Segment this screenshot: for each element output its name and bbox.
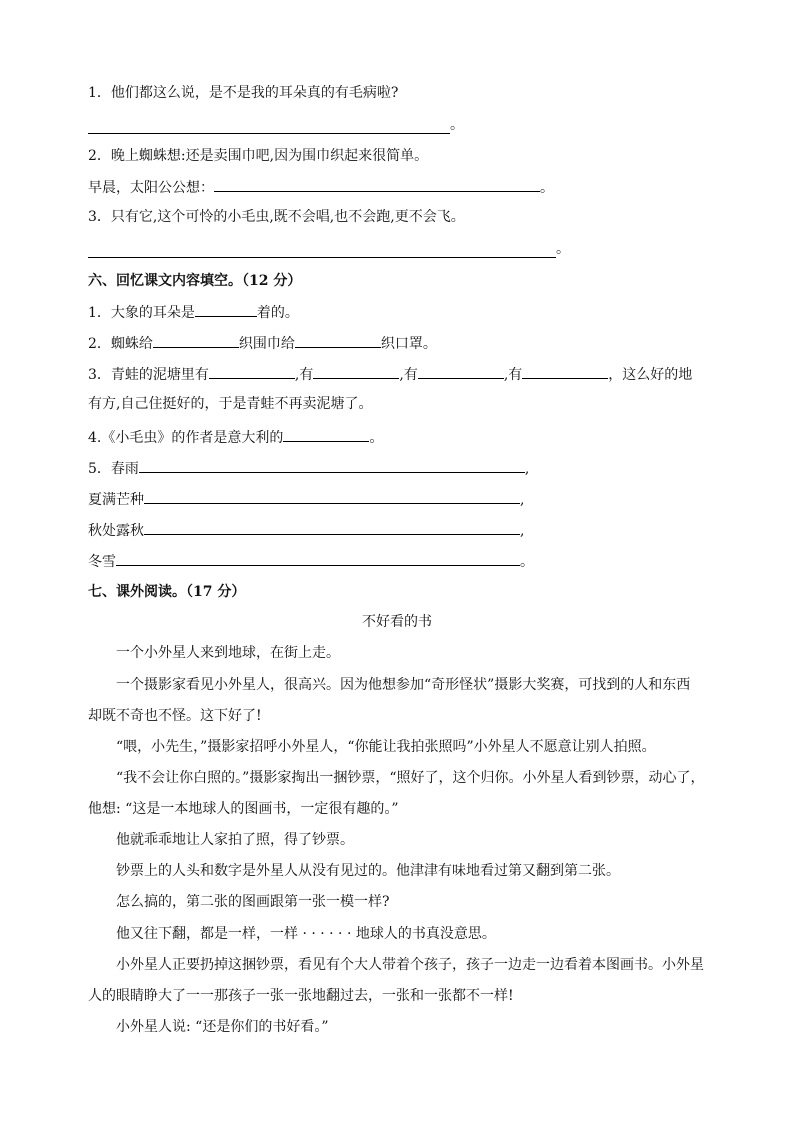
answer-line-5-3[interactable] [88,240,570,258]
reading-paragraph: 他想: “这是一本地球人的图画书，一定很有趣的。” [88,801,399,817]
question-text: 1．他们都这么说，是不是我的耳朵真的有毛病啦? [88,85,399,101]
reading-title: 不好看的书 [362,614,432,630]
question-text: 冬雪 [88,554,116,570]
question-6-5-summer [88,489,524,509]
punctuation: 。 [520,554,534,570]
punctuation: , [524,461,530,477]
section-7-heading: 七、课外阅读。（17 分） [88,584,246,600]
question-text: 4.《小毛虫》的作者是意大利的 [88,430,284,446]
reading-paragraph: 他又往下翻，都是一样，一样 · · · · · · 地球人的书真没意思。 [116,926,496,942]
section-6-heading: 六、回忆课文内容填空。（12 分） [88,273,302,289]
question-6-5-winter [88,551,534,571]
punctuation: , [520,523,525,539]
punctuation: 。 [556,241,570,257]
reading-paragraph: “我不会让你白照的。”摄影家掏出一捆钞票，“照好了，这个归你。小外星人看到钞票，动心了， [116,770,705,786]
answer-blank[interactable] [209,364,295,379]
question-text: 3．只有它,这个可怜的小毛虫,既不会唱,也不会跑,更不会飞。 [88,209,465,225]
question-5-2 [88,147,428,165]
question-text: 着的。 [256,305,299,321]
question-5-3 [88,208,465,226]
punctuation: 。 [540,180,554,196]
answer-blank[interactable] [214,177,540,192]
answer-prefix: 早晨，太阳公公想： [88,180,214,196]
reading-paragraph: 人的眼睛睁大了一一那孩子一张一张地翻过去，一张和一张都不一样! [88,988,514,1004]
question-5-1 [88,84,398,102]
answer-blank[interactable] [139,458,525,473]
question-6-3 [88,364,692,384]
question-6-1 [88,302,299,322]
question-text: 织口罩。 [380,336,437,352]
question-text: ，这么好的地 [608,367,693,383]
answer-line-5-1[interactable] [88,116,464,134]
question-6-3-continued: 有方,自己住挺好的，于是青蛙不再卖泥塘了。 [88,396,373,412]
question-text: 夏满芒种 [88,492,144,508]
question-text: ,有 [294,367,314,383]
reading-paragraph: 小外星人正要扔掉这捆钞票，看见有个大人带着个孩子，孩子一边走一边看着本图画书。小外星 [116,957,704,973]
punctuation: , [520,492,525,508]
answer-blank[interactable] [116,551,520,566]
question-text: 。 [369,430,384,446]
answer-blank[interactable] [295,333,381,348]
question-text: 2．晚上蜘蛛想:还是卖围巾吧,因为围巾织起来很简单。 [88,148,429,164]
question-6-5-spring [88,458,529,478]
question-text: 秋处露秋 [88,523,144,539]
reading-paragraph: 他就乖乖地让人家拍了照，得了钞票。 [116,832,354,848]
question-text: 1．大象的耳朵是 [88,305,195,321]
reading-paragraph: 一个摄影家看见小外星人，很高兴。因为他想参加“奇形怪状”摄影大奖赛，可找到的人和东西 [116,677,691,693]
question-6-5-autumn [88,520,524,540]
answer-blank[interactable] [313,364,399,379]
answer-line-5-2[interactable] [88,177,554,197]
reading-paragraph: 钞票上的人头和数字是外星人从没有见过的。他津津有味地看过第又翻到第二张。 [116,863,620,879]
answer-blank[interactable] [195,302,257,317]
question-text: 织围巾给 [238,336,295,352]
reading-paragraph: “喂，小先生，”摄影家招呼小外星人，“你能让我拍张照吗”小外星人不愿意让别人拍照。 [116,739,656,755]
punctuation: 。 [450,117,464,133]
answer-blank[interactable] [144,489,520,504]
answer-blank[interactable] [88,132,450,134]
answer-blank[interactable] [88,256,556,258]
question-text: 3．青蛙的泥塘里有 [88,367,209,383]
answer-blank[interactable] [418,364,504,379]
answer-blank[interactable] [153,333,239,348]
reading-paragraph: 怎么搞的，第二张的图画跟第一张一模一样? [116,894,390,910]
reading-paragraph: 一个小外星人来到地球，在街上走。 [116,645,340,661]
question-text: ,有 [399,367,418,383]
answer-blank[interactable] [283,427,369,442]
question-text: 5．春雨 [88,461,139,477]
question-text: 2．蜘蛛给 [88,336,153,352]
question-6-4 [88,427,383,447]
answer-blank[interactable] [522,364,608,379]
reading-paragraph: 小外星人说: “还是你们的书好看。” [116,1019,329,1035]
question-text: ,有 [503,367,523,383]
reading-paragraph: 却既不奇也不怪。这下好了! [88,708,262,724]
answer-blank[interactable] [144,520,520,535]
question-6-2 [88,333,437,353]
